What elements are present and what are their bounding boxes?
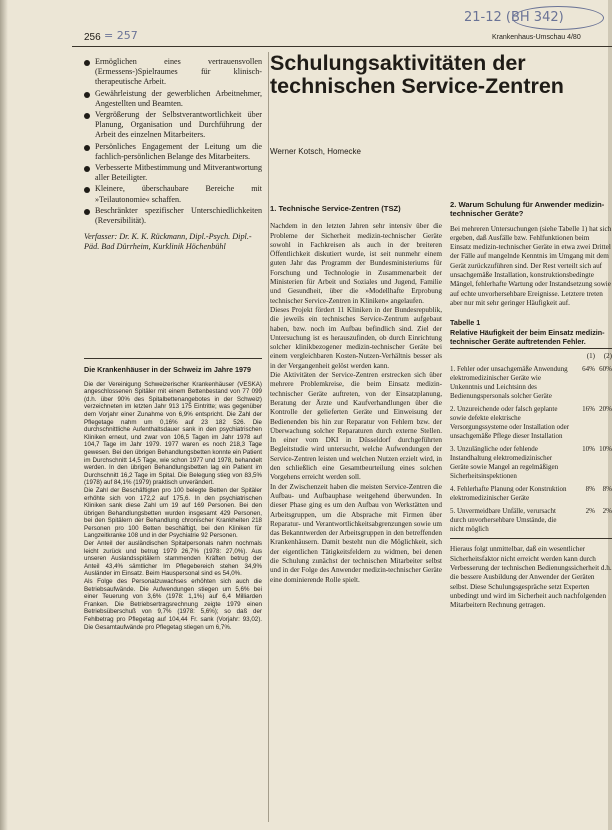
- bullet-item: Persönliches Engagement der Leitung um die fachlich-persönlichen Belange des Mitarbeiters.: [84, 142, 262, 162]
- row-label: 4. Fehlerhafte Planung oder Konstruktion elektromedizinischer Geräte: [450, 485, 567, 503]
- table-row: [450, 507, 612, 534]
- handwritten-reference: 21-12 (BH 342): [464, 10, 564, 25]
- row-value: 10%: [599, 445, 612, 454]
- scan-edge-shadow: [0, 0, 8, 830]
- row-value: 2%: [585, 507, 595, 516]
- middle-column: [270, 204, 442, 585]
- section-title: Die Krankenhäuser in der Schweiz im Jahre 1979: [84, 365, 251, 374]
- row-value: 60%: [599, 365, 612, 374]
- row-value: 20%: [599, 405, 612, 414]
- running-header: Krankenhaus-Umschau 4/80: [492, 34, 581, 41]
- row-value: 16%: [582, 405, 595, 414]
- row-label: 1. Fehler oder unsachgemäße Anwendung elektromedizinischer Geräte wie Unkenntnis und Leichtsinn des Bedienungspersonals solcher Geräte: [450, 365, 568, 401]
- left-column-rule: [84, 358, 262, 359]
- page-number: 256: [84, 32, 101, 43]
- row-value: 2%: [602, 507, 612, 516]
- paragraph: Die Aktivitäten der Service-Zentren erstrecken sich über mehrere Problemkreise, die beim Einsatz medizin-technischer Geräte auftreten, von der Einsatzplanung, Beratung der Ärzte und Kaufverhandlungen über die Kontrolle der gelieferten Geräte und Einweisung der Bedienenden bis hin zur Reparatur von Fehlern bzw. der Überwachung solcher Reparaturen durch externe Stellen. In einer vom DKI in Düsseldorf durchgeführten Begleitstudie wird untersucht, welche Aufwendungen der Service-Zentren leisten und welchen Nutzen erzielt wird, in den schließlich eine Gesamtbeurteilung eines solchen Vorgehens erreicht werden soll.: [270, 371, 442, 482]
- handwritten-page-note: = 257: [104, 29, 138, 42]
- table-title: Tabelle 1 Relative Häufigkeit der beim Einsatz medizin-technischer Geräte auftretenden Fehler.: [450, 318, 605, 346]
- column-rule: [268, 52, 269, 822]
- row-value: 8%: [602, 485, 612, 494]
- bullet-item: Ermöglichen eines vertrauensvollen (Ermessens-)Spielraumes für klinisch-therapeutische Arbeit.: [84, 57, 262, 88]
- paragraph: In der Zwischenzeit haben die meisten Service-Zentren die Aufbau- und Aufbauphase weitgehend überwunden. In dieser Phase ging es um den Aufbau von Werkstätten und Arbeitsgruppen, um die Absprache mit Firmen über Reparatur- und Verantwortlichkeitsabgrenzungen sowie um das Bekanntwerden der Arbeitsgruppen in den betreffenden Krankenhäusern. Damit besteht nun die Möglichkeit, sich der eigentlichen Tätigkeitsfeldern zu widmen, bei denen die Schulung zunächst der technischen Mitarbeiter selbst und in der Folge des Anwender medizin-technischer Geräte eine dominierende Rolle spielt.: [270, 482, 442, 584]
- table-row: [450, 365, 612, 401]
- authors-note: Verfasser: Dr. K. K. Rückmann, Dipl.-Psych. Dipl.-Päd. Bad Dürrheim, Kurklinik Höchenbühl: [84, 232, 252, 252]
- paragraph: Bei mehreren Untersuchungen (siehe Tabelle 1) hat sich ergeben, daß Ausfälle bzw. Fehlfunktionen beim Einsatz medizin-technischer Geräte in etwa zwei Drittel der Fälle auf mangelnde Kenntnis im Umgang mit dem Gerät zurückzuführen sind. Der Rest verteilt sich auf unsachgemäße Installation, konstruktionsbedingte Mängel, fehlerhafte Wartung oder Instandsetzung sowie auf echte unvorhersehbare Ereignisse. Letztere treten aber nur mit sehr geringer Häufigkeit auf.: [450, 224, 612, 307]
- article-title: Schulungsaktivitäten der technischen Service-Zentren: [270, 51, 564, 98]
- table-row: [450, 485, 612, 503]
- paragraph: Die Zahl der Beschäftigten pro 100 belegte Betten der Spitäler erhöhte sich von 172,2 auf 175,6. In den psychiatrischen Kliniken sank diese Zahl um 19 auf 169 Personen. Bei den übrigen Behandlungsbetten wurden insgesamt 429 Personen, bei den Spitälern der Behandlung chronischer Krankheiten 218 Personen pro 100 Betten beschäftigt, bei den Kliniken für Langzeitkranke 108 und in der Psychiatrie 92 Personen.: [84, 486, 262, 540]
- row-label: 5. Unvermeidbare Unfälle, verursacht durch unvorhersehbare Umstände, die nicht möglich: [450, 507, 557, 534]
- row-value: 64%: [582, 365, 595, 374]
- row-value: 10%: [582, 445, 595, 454]
- column-label: (1): [586, 352, 595, 361]
- paragraph: Nachdem in den letzten Jahren sehr intensiv über die Probleme der Sicherheit medizin-technischer Geräte sowohl in Fachkreisen als auch in der breiteren Öffentlichkeit diskutiert wurde, ist seit nunmehr einem guten Jahr das Programm der Bundesministeriums für Forschung und Technologie in Zusammenarbeit der Ministerien für Arbeit und Soziales und Jugend, Familie und Gesundheit, über die »Modellhafte Erprobung technischer Service-Zentren in Kliniken« angelaufen.: [270, 222, 442, 305]
- paragraph: Dieses Projekt fördert 11 Kliniken in der Bundesrepublik, die jeweils ein technisches Service-Zentrum aufgebaut haben, bzw. noch im Aufbau befindlich sind. Ziel der Untersuchung ist es herauszufinden, ob durch Einrichtung solcher klinikbezogener medizin-technischer Geräte bei einem vergleichbaren Kosten-Nutzen-Verhältnis besser als in der Vergangenheit gelöst werden kann.: [270, 305, 442, 370]
- paragraph: Der Anteil der ausländischen Spitalpersonals nahm nochmals leicht zurück und betrug 1979 26,7% (1978: 27,0%). Aus unseren Auslandsspitälern stammenden Kräften betrug der Anteil 43,4% sämtlicher Im Pflegebereich stehen 34,9% Ausländer im Einsatz. Beim Hauspersonal sind es 54,0%.: [84, 540, 262, 578]
- section-heading: 2. Warum Schulung für Anwender medizin-technischer Geräte?: [450, 200, 605, 219]
- bullet-list: [84, 57, 262, 226]
- row-label: 2. Unzureichende oder falsch geplante sowie defekte elektrische Versorgungssysteme oder Installation oder unsachgemäße Pflege dieser Installation: [450, 405, 570, 441]
- bullet-item: Vergrößerung der Selbstverantwortlichkeit über Planung, Organisation und Durchführung der Arbeit des einzelnen Mitarbeiters.: [84, 110, 262, 141]
- row-label: 3. Unzulängliche oder fehlende Instandhaltung elektromedizinischer Geräte sowie Mangel an regelmäßigen Sicherheitsinspektionen: [450, 445, 559, 481]
- paragraph: Hieraus folgt unmittelbar, daß ein wesentlicher Sicherheitsfaktor nicht erreicht werden kann durch Verbesserung der technischen Bedienungssicherheit d.h. die bessere Ausbildung der Anwender der Geräten selbst. Diese Schulungsgespräche setzt Experten unbedingt und wird im Sicherheit auch nachfolgenden Mitarbeitern Rechnung getragen.: [450, 545, 612, 610]
- header-rule: [72, 46, 612, 47]
- handwritten-circle: [512, 6, 604, 30]
- fault-frequency-table: [450, 348, 612, 534]
- bullet-item: Kleinere, überschaubare Bereiche mit »Teilautonomie« schaffen.: [84, 184, 262, 204]
- row-value: 8%: [585, 485, 595, 494]
- left-column-top: [84, 57, 262, 253]
- table-bottom-rule: [450, 538, 612, 539]
- paragraph: Die der Vereinigung Schweizerischer Krankenhäuser (VESKA) angeschlossenen Spitäler mit einem Bettenbestand von 77 099 (d.h. über 90% des Spitalbettenangebotes in der Schweiz) verzeichneten im letzten Jahr 913 175 Eintritte; was gegenüber dem Vorjahr einer Zunahme von 6,9% entspricht. Die Zahl der Pflegetage nahm um 0,16% auf 23 182 526. Die durchschnittliche Aufenthaltsdauer sank in den psychiatrischen Kliniken erneut, und zwar von 106,5 Tagen im Jahr 1978 auf 104,7 Tage im Jahr 1979. 1977 waren es noch 218,3 Tage gewesen. Bei den übrigen Behandlungsbetten konnte ein Patient im Durchschnitt 14,5 Tage, wie schon 1977 und 1978, behandelt werden. In den übrigen Behandlungsbetten lag ein Patient im Durchschnitt 16,2 Tage im Spital. Die Belegung stieg von 83,5% (1978) auf 84,1% (1979) praktisch unverändert.: [84, 380, 262, 487]
- bullet-item: Verbesserte Mitbestimmung und Mitverantwortung aller Beteiligter.: [84, 163, 262, 183]
- right-column: [450, 200, 612, 611]
- column-label: (2): [603, 352, 612, 361]
- table-row: [450, 405, 612, 441]
- bullet-item: Beschränkter spezifischer Unterschiedlichkeiten (Reversibilität).: [84, 206, 262, 226]
- left-column-bottom: [84, 366, 262, 631]
- table-row: [450, 445, 612, 481]
- table-header-row: [450, 352, 612, 361]
- article-author: Werner Kotsch, Homecke: [270, 147, 361, 156]
- bullet-item: Gewährleistung der gewerblichen Arbeitnehmer, Angestellten und Beamten.: [84, 89, 262, 109]
- paragraph: Als Folge des Personalzuwachses erhöhten sich auch die Betriebsaufwände. Die Aufwendungen stiegen um 5,6% bei einer Teuerung von 3,6% (1978: 1,1%) auf 6,4 Milliarden Franken. Die Betriebsertragsrechnung zeigte 1979 einen Betriebsüberschuß von 9,7% (1978: 5,6%); so daß der Fehlbetrag pro Pflegetag auf 104,44 Fr. sank (Vorjahr: 93,02). Die Gesamtaufwände pro Pflegetag stiegen um 6,7%.: [84, 578, 262, 631]
- section-heading: 1. Technische Service-Zentren (TSZ): [270, 204, 401, 213]
